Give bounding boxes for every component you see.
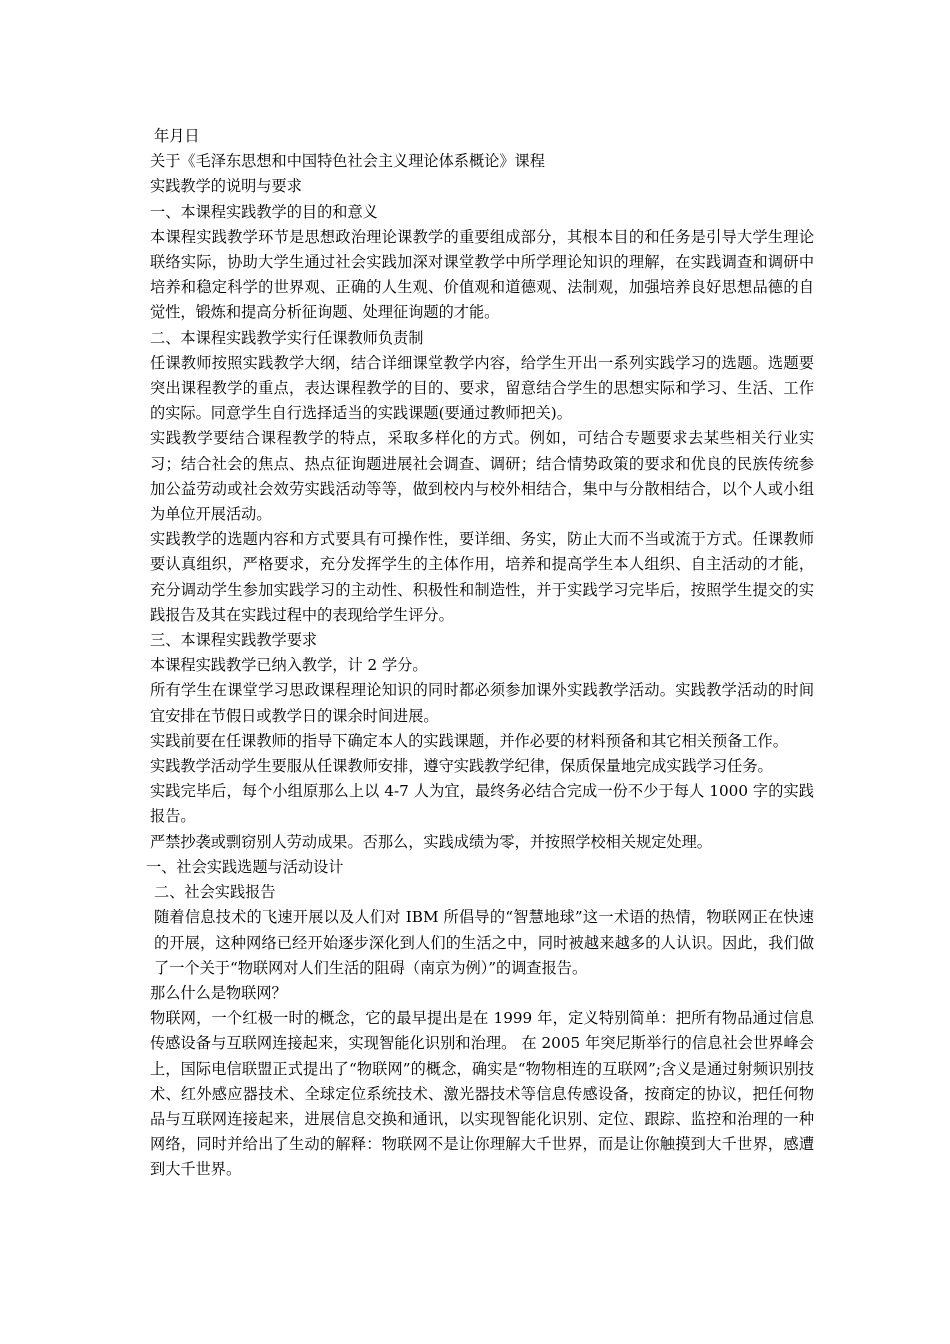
section-3-heading: 三、本课程实践教学要求 [150,631,318,650]
part-2-heading: 二、社会实践报告 [154,883,276,902]
section-3-paragraph-6: 严禁抄袭或剽窃别人劳动成果。否那么，实践成绩为零，并按照学校相关规定处理。 [150,832,712,851]
section-2-paragraph-3: 实践教学的选题内容和方式要具有可操作性，要详细、务实，防止大而不当或流于方式。任课教师要认真组织，严格要求，充分发挥学生的主体作用，培养和提高学生本人组织、自主活动的才能，充分调动学生参加实践学习的主动性、积极性和制造性，并于实践学习完毕后，按照学生提交的实践报告及其在实践过程中的表现给学生评分。 [150,530,814,624]
document-page [146,124,814,1183]
title-line-1: 关于《毛泽东思想和中国特色社会主义理论体系概论》课程 [150,152,545,171]
section-2-paragraph-2: 实践教学要结合课程教学的特点，采取多样化的方式。例如，可结合专题要求去某些相关行业实习；结合社会的焦点、热点征询题进展社会调查、调研；结合情势政策的要求和优良的民族传统参加公益劳动或社会效劳实践活动等等，做到校内与校外相结合，集中与分散相结合，以个人或小组为单位开展活动。 [150,429,814,524]
title-line-2: 实践教学的说明与要求 [150,177,302,196]
part-1-heading: 一、社会实践选题与活动设计 [146,857,344,876]
report-paragraph-2: 物联网，一个红极一时的概念，它的最早提出是在 1999 年，定义特别简单：把所有物品通过信息传感设备与互联网连接起来，实现智能化识别和治理。 在 2005 年突尼斯举行的信息社会世界峰会上，国际电信联盟正式提出了“物联网”的概念，确实是“物物相连的互联网”;含义是通过射频识别技术、红外感应器技术、全球定位系统技术、激光器技术等信息传感设备，按商定的协议，把任何物品与互联网连接起来，进展信息交换和通讯，以实现智能化识别、定位、跟踪、监控和治理的一种网络，同时并给出了生动的解释：物联网不是让你理解大千世界，而是让你触摸到大千世界，感遭到大千世界。 [150,1009,814,1179]
section-3-paragraph-4: 实践教学活动学生要服从任课教师安排，遵守实践教学纪律，保质保量地完成实践学习任务。 [150,757,773,776]
section-1-paragraph: 本课程实践教学环节是思想政治理论课教学的重要组成部分，其根本目的和任务是引导大学生理论联络实际，协助大学生通过社会实践加深对课堂教学中所学理论知识的理解，在实践调查和调研中培养和稳定科学的世界观、正确的人生观、价值观和道德观、法制观，加强培养良好思想品德的自觉性，锻炼和提高分析征询题、处理征询题的才能。 [150,227,814,322]
section-2-heading: 二、本课程实践教学实行任课教师负责制 [150,328,424,347]
section-3-paragraph-2: 所有学生在课堂学习思政课程理论知识的同时都必须参加课外实践教学活动。实践教学活动的时间宜安排在节假日或教学日的课余时间进展。 [150,681,814,725]
report-question: 那么什么是物联网？ [150,983,287,1002]
date-line: 年月日 [154,127,200,145]
section-2-paragraph-1: 任课教师按照实践教学大纲，结合详细课堂教学内容，给学生开出一系列实践学习的选题。选题要突出课程教学的重点，表达课程教学的目的、要求，留意结合学生的思想实际和学习、生活、工作的实际。同意学生自行选择适当的实践课题(要通过教师把关)。 [150,353,814,423]
section-3-paragraph-1: 本课程实践教学已纳入教学，计 2 学分。 [150,656,428,675]
section-1-heading: 一、本课程实践教学的目的和意义 [150,202,378,221]
section-3-paragraph-3: 实践前要在任课教师的指导下确定本人的实践课题，并作必要的材料预备和其它相关预备工作。 [150,731,788,750]
report-paragraph-1: 随着信息技术的飞速开展以及人们对 IBM 所倡导的“智慧地球”这一术语的热情，物联网正在快速的开展，这种网络已经开始逐步深化到人们的生活之中，同时被越来越多的人认识。因此，我们做了一个关于“物联网对人们生活的阻碍（南京为例）”的调查报告。 [154,908,814,977]
section-3-paragraph-5: 实践完毕后，每个小组原那么上以 4-7 人为宜，最终务必结合完成一份不少于每人 1000 字的实践报告。 [150,782,814,826]
